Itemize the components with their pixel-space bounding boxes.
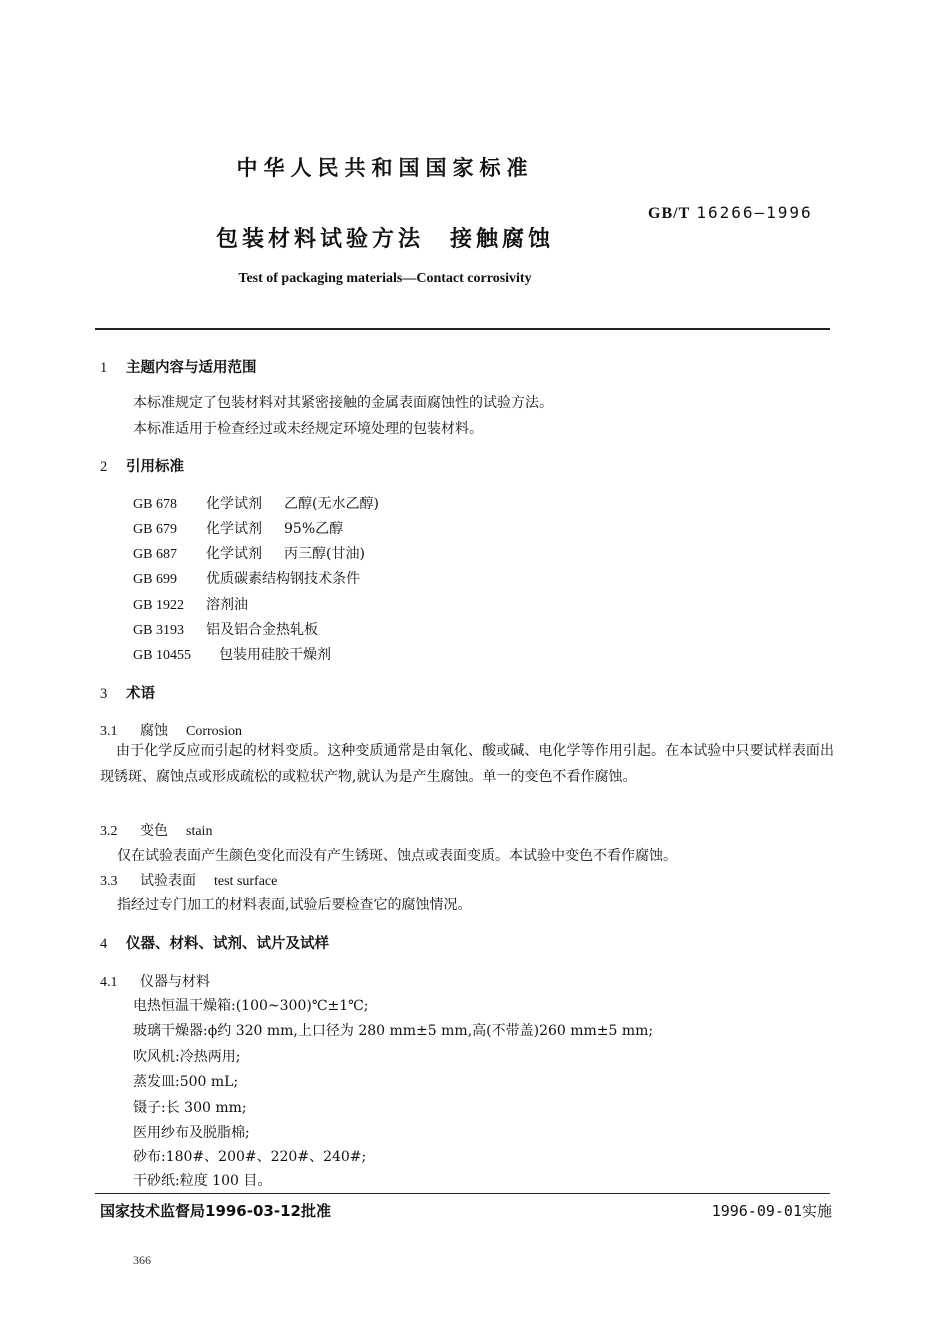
term-cn: 试验表面 [140,873,196,889]
section-4-heading [100,932,329,953]
equipment-item: 吹风机:冷热两用; [133,1049,241,1065]
section-1-paragraph-1: 本标准规定了包装材料对其紧密接触的金属表面腐蚀性的试验方法。 [133,395,553,411]
equipment-item: 医用纱布及脱脂棉; [133,1125,250,1141]
section-title: 主题内容与适用范围 [126,360,257,376]
equipment-item: 电热恒温干燥箱:(100~300)℃±1℃; [133,998,369,1014]
reference-item [133,568,360,588]
term-3-1-definition [100,738,834,790]
reference-item [133,543,365,563]
definition-text: 由于化学反应而引起的材料变质。这种变质通常是由氧化、酸或碱、电化学等作用引起。在本试验中只要试样表面出现锈斑、腐蚀点或形成疏松的或粒状产物,就认为是产生腐蚀。单一的变色不看作腐蚀。 [100,743,834,785]
page-number: 366 [133,1253,151,1267]
term-3-3-heading [100,870,277,890]
reference-item [133,594,248,614]
equipment-item: 砂布:180#、200#、220#、240#; [133,1149,367,1165]
section-title: 引用标准 [126,459,184,475]
term-cn: 变色 [140,823,168,839]
term-number: 3.1 [100,724,118,739]
section-3-heading [100,682,155,703]
term-3-1-heading [100,720,242,740]
reference-item [133,493,379,513]
equipment-item: 干砂纸:粒度 100 目。 [133,1173,272,1189]
term-3-2-heading [100,820,212,840]
reference-code: GB 10455 [133,648,191,663]
bottom-divider [95,1193,830,1194]
equipment-item: 玻璃干燥器:ϕ约 320 mm,上口径为 280 mm±5 mm,高(不带盖)260 mm±5 mm; [133,1023,654,1039]
term-en: Corrosion [186,724,242,739]
reference-title: 包装用硅胶干燥剂 [219,647,331,663]
term-en: test surface [214,874,278,889]
reference-subtitle: 95%乙醇 [284,521,344,537]
reference-title: 溶剂油 [206,597,248,613]
reference-item [133,518,343,538]
reference-code: GB 678 [133,497,177,512]
section-2-heading [100,455,184,476]
code-number: 16266—1996 [696,203,813,222]
term-3-2-definition: 仅在试验表面产生颜色变化而没有产生锈斑、蚀点或表面变质。本试验中变色不看作腐蚀。 [117,848,677,864]
subsection-4-1-heading [100,971,210,991]
reference-item [133,619,318,639]
section-number: 4 [100,936,108,952]
subsection-title: 仪器与材料 [140,974,210,990]
reference-code: GB 3193 [133,623,184,638]
reference-code: GB 1922 [133,598,184,613]
section-1-heading [100,356,257,377]
standard-title: 中华人民共和国国家标准 [236,156,534,180]
section-number: 3 [100,686,108,702]
reference-code: GB 687 [133,547,177,562]
term-cn: 腐蚀 [140,723,168,739]
reference-code: GB 679 [133,522,177,537]
reference-subtitle: 丙三醇(甘油) [284,546,365,562]
approval-line: 国家技术监督局1996-03-12批准 [100,1202,331,1220]
equipment-item: 蒸发皿:500 mL; [133,1074,239,1090]
equipment-item: 镊子:长 300 mm; [133,1100,247,1116]
section-number: 2 [100,459,108,475]
reference-title: 铝及铝合金热轧板 [206,622,318,638]
standard-code [648,203,813,223]
subsection-number: 4.1 [100,975,118,990]
section-1-paragraph-2: 本标准适用于检查经过或未经规定环境处理的包装材料。 [133,421,483,437]
term-number: 3.2 [100,824,118,839]
reference-code: GB 699 [133,572,177,587]
reference-title: 优质碳素结构钢技术条件 [206,571,360,587]
document-title-en: Test of packaging materials—Contact corrosivity [238,271,532,286]
term-en: stain [186,824,213,839]
section-title: 术语 [126,686,155,702]
reference-title: 化学试剂 [206,521,262,537]
top-divider [95,328,830,330]
code-prefix: GB/T [648,205,691,222]
reference-title: 化学试剂 [206,546,262,562]
section-title: 仪器、材料、试剂、试片及试样 [126,936,329,952]
term-3-3-definition: 指经过专门加工的材料表面,试验后要检查它的腐蚀情况。 [117,897,472,913]
term-number: 3.3 [100,874,118,889]
section-number: 1 [100,360,108,376]
reference-subtitle: 乙醇(无水乙醇) [284,496,379,512]
reference-item [133,644,331,664]
document-title-cn: 包装材料试验方法 接触腐蚀 [215,227,554,252]
reference-title: 化学试剂 [206,496,262,512]
implementation-date: 1996-09-01实施 [711,1202,832,1220]
